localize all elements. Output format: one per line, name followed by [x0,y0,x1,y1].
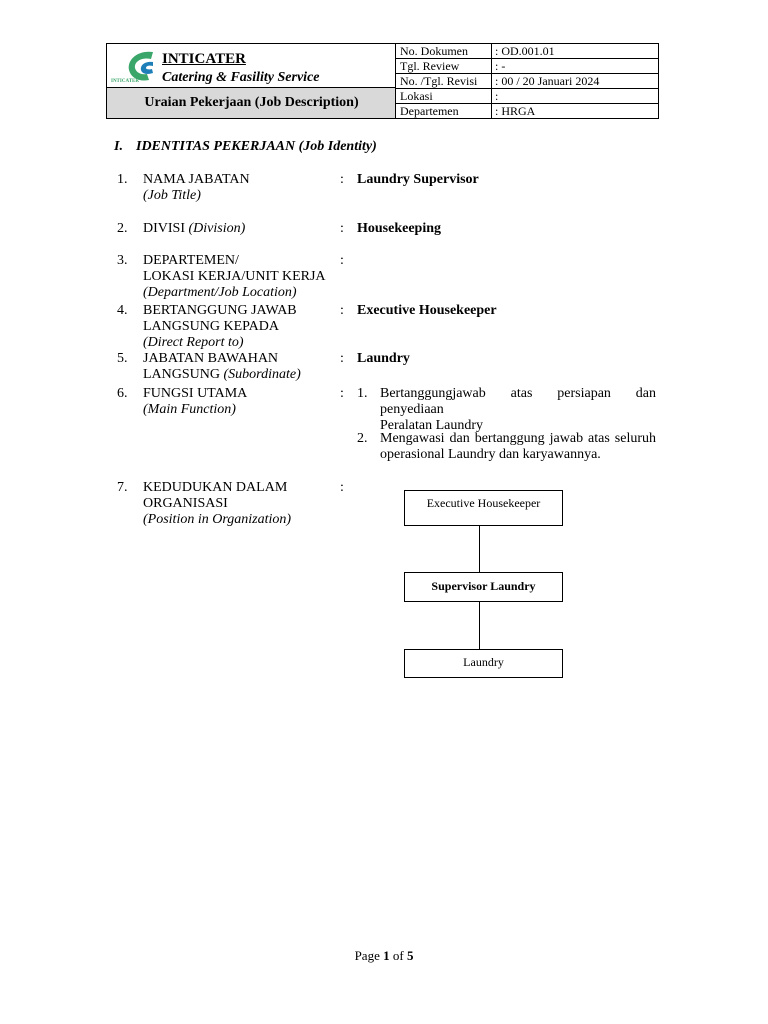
page-of: of [389,948,407,963]
item-number: 2. [117,221,128,236]
item-colon: : [340,351,344,366]
item-colon: : [340,303,344,318]
header-row-key: Departemen [400,104,459,118]
item-label-text: ORGANISASI [143,496,228,511]
header-row-value: : HRGA [495,104,536,118]
item-label [143,221,245,237]
header-row-revisi [396,74,659,89]
header-row-value: : 00 / 20 Januari 2024 [495,74,600,88]
item-number: 4. [117,303,128,318]
item-label [143,480,291,528]
item-value-subordinate: Laundry [357,351,410,366]
header-row-key: Lokasi [400,89,433,103]
item-colon: : [340,221,344,236]
header-row-key: No. Dokumen [400,44,468,58]
item-label-sub: (Position in Organization) [143,512,292,527]
org-connector [479,601,480,649]
function-number: 1. [357,386,368,401]
item-label-text: JABATAN BAWAHAN [143,351,279,366]
company-name: INTICATER [162,51,246,67]
item-colon: : [340,386,344,401]
item-number: 6. [117,386,128,401]
item-number: 5. [117,351,128,366]
item-label-sub: (Subordinate) [223,367,301,382]
item-label-text: FUNGSI UTAMA [143,386,248,401]
item-colon: : [340,480,344,495]
function-item [380,431,656,463]
item-number: 1. [117,172,128,187]
function-text: Bertanggungjawab atas persiapan dan penyediaan [380,386,656,417]
page-footer [0,948,768,964]
item-value-direct-report: Executive Housekeeper [357,303,497,318]
item-label-text: BERTANGGUNG JAWAB [143,303,297,318]
item-label [143,253,326,301]
item-label-text: NAMA JABATAN [143,172,250,187]
document-title: Uraian Pekerjaan (Job Description) [144,95,359,110]
item-label-sub: (Job Title) [143,188,201,203]
item-label [143,351,301,383]
item-label [143,386,247,418]
header-row-lokasi [396,89,659,104]
header-row-departemen [396,104,659,119]
item-label-text: KEDUDUKAN DALAM [143,480,288,495]
page-label: Page [354,948,384,963]
header-row-tgl-review [396,59,659,74]
item-label [143,172,250,204]
org-box-executive-housekeeper [404,490,563,526]
function-text: Peralatan Laundry [380,418,484,433]
page-total: 5 [406,948,414,963]
item-value-division: Housekeeping [357,221,442,236]
page-current: 1 [383,948,390,963]
item-label-text: LANGSUNG [143,367,220,382]
item-label-sub: (Division) [188,221,246,236]
org-box-laundry [404,649,563,678]
section-title: IDENTITAS PEKERJAAN (Job Identity) [136,139,377,154]
org-box-supervisor-laundry [404,572,563,602]
function-item [380,386,656,434]
item-label-text: LANGSUNG KEPADA [143,319,279,334]
header-row-no-dokumen [396,44,659,59]
org-box-label: Supervisor Laundry [431,579,536,593]
item-colon: : [340,172,344,187]
item-label-sub: (Direct Report to) [143,335,244,350]
org-box-label: Laundry [463,655,504,669]
item-label-text: LOKASI KERJA/UNIT KERJA [143,269,326,284]
item-label [143,303,297,351]
item-label-text: DEPARTEMEN/ [143,253,239,268]
section-number: I. [114,139,123,154]
item-colon: : [340,253,344,268]
header-row-value: : [495,89,499,103]
header-row-key: Tgl. Review [400,59,460,73]
company-tagline: Catering & Fasility Service [162,70,320,85]
org-connector [479,525,480,572]
item-number: 7. [117,480,128,495]
company-block [107,44,396,88]
document-title-cell [107,88,396,118]
function-number: 2. [357,431,368,446]
function-text: operasional Laundry dan karyawannya. [380,447,601,462]
header-row-key: No. /Tgl. Revisi [400,74,478,88]
document-header-table [106,43,659,119]
logo-wordmark: INTICATER [111,79,139,84]
item-label-text: DIVISI [143,221,185,236]
org-box-label: Executive Housekeeper [426,496,541,510]
item-value-job-title: Laundry Supervisor [357,172,479,187]
item-number: 3. [117,253,128,268]
item-label-sub: (Main Function) [143,402,236,417]
function-text: Mengawasi dan bertanggung jawab atas seluruh [380,431,656,446]
item-label-sub: (Department/Job Location) [143,285,297,300]
header-row-value: : OD.001.01 [495,44,555,58]
header-row-value: : - [495,59,506,73]
